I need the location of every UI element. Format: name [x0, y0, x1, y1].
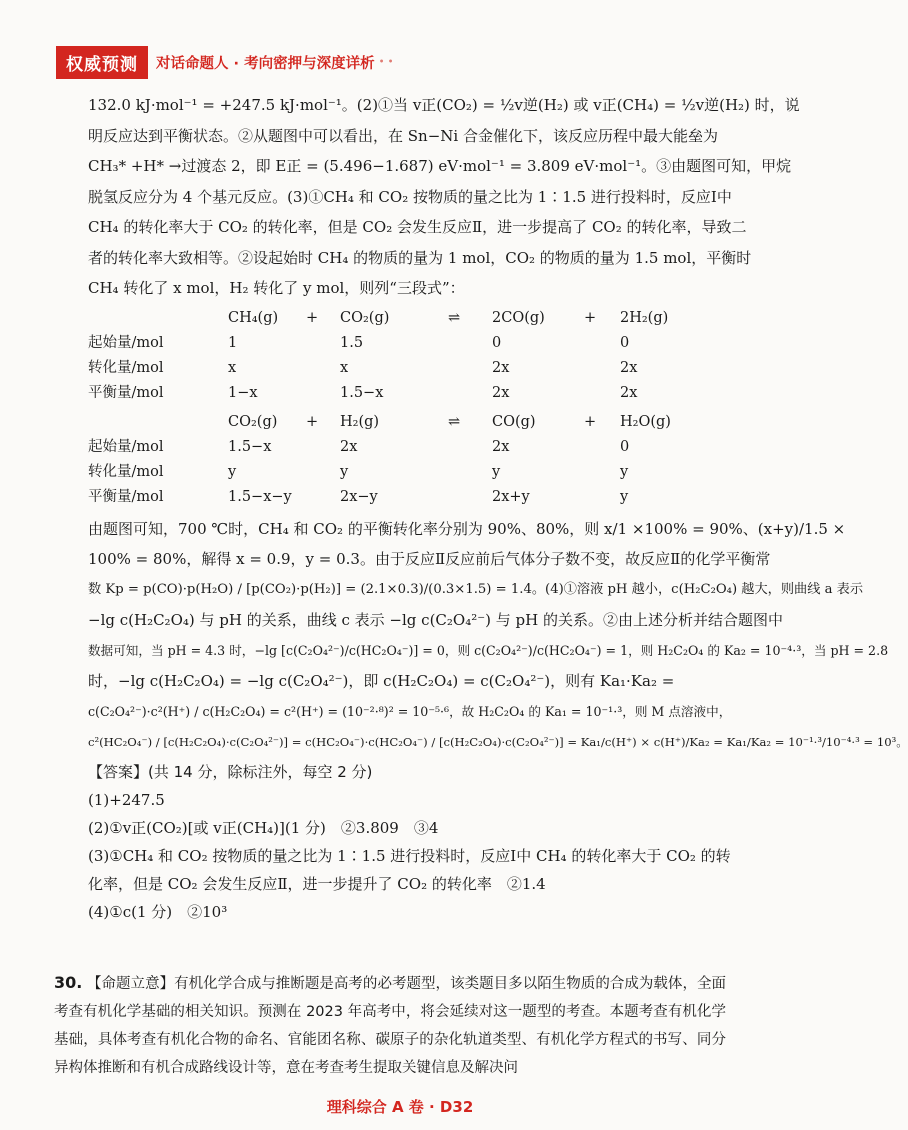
- table-cell: 1.5: [340, 334, 364, 351]
- table-cell: 1.5−x: [228, 438, 272, 455]
- explanation-line: CH₃* +H* →过渡态 2，即 E正 = (5.496−1.687) eV·mol⁻¹ = 3.809 eV·mol⁻¹。③由题图可知，甲烷: [88, 157, 792, 175]
- page-footer: 理科综合 A 卷 · D32: [326, 1098, 474, 1116]
- equation-term: +: [306, 309, 319, 326]
- question-number: 30.: [54, 973, 83, 992]
- table-cell: y: [620, 488, 629, 505]
- table-row: [88, 331, 724, 356]
- header-badge: 权威预测: [56, 46, 148, 79]
- equation-term: 2CO(g): [492, 309, 545, 326]
- answer-item: (4)①c(1 分) ②10³: [88, 902, 228, 921]
- header-decoration: • •: [378, 57, 394, 68]
- table-cell: 1: [228, 334, 238, 351]
- explanation-line: −lg c(H₂C₂O₄) 与 pH 的关系，曲线 c 表示 −lg c(C₂O₄²⁻) 与 pH 的关系。②由上述分析并结合题图中: [88, 611, 783, 629]
- answer-item: (1)+247.5: [88, 790, 165, 809]
- explanation-line: 数据可知，当 pH = 4.3 时，−lg [c(C₂O₄²⁻)/c(HC₂O₄⁻)] = 0，则 c(C₂O₄²⁻)/c(HC₂O₄⁻) = 1，则 H₂C₂O₄ 的 Ka₂ = 10⁻⁴·³，当 pH = 2.8: [88, 642, 889, 658]
- table-cell: 2x+y: [492, 488, 530, 505]
- table-cell: 2x: [620, 384, 638, 401]
- equation-term: CO₂(g): [340, 309, 390, 326]
- answer-item: (3)①CH₄ 和 CO₂ 按物质的量之比为 1∶1.5 进行投料时，反应Ⅰ中 CH₄ 的转化率大于 CO₂ 的转: [88, 846, 731, 865]
- explanation-line: c²(HC₂O₄⁻) / [c(H₂C₂O₄)·c(C₂O₄²⁻)] = c(HC₂O₄⁻)·c(HC₂O₄⁻) / [c(H₂C₂O₄)·c(C₂O₄²⁻)] = Ka₁/c(H⁺) × c(H⁺)/Ka₂ = Ka₁/Ka₂ = 10⁻¹·³/10⁻⁴·³ = 10³。: [88, 735, 908, 749]
- three-stage-table-2: [88, 410, 724, 510]
- explanation-line: 132.0 kJ·mol⁻¹ = +247.5 kJ·mol⁻¹。(2)①当 v正(CO₂) = ½v逆(H₂) 或 v正(CH₄) = ½v逆(H₂) 时，说: [88, 96, 800, 114]
- table-cell: 2x: [492, 438, 510, 455]
- explanation-body: [88, 90, 908, 926]
- question-30: [54, 969, 726, 1082]
- explanation-line: 者的转化率大致相等。②设起始时 CH₄ 的物质的量为 1 mol，CO₂ 的物质的量为 1.5 mol，平衡时: [88, 248, 752, 267]
- row-label: 转化量/mol: [88, 463, 164, 480]
- equation-row: [88, 306, 724, 331]
- table-row: [88, 485, 724, 510]
- table-cell: 0: [492, 334, 502, 351]
- row-label: 平衡量/mol: [88, 384, 164, 401]
- answer-item: (2)①v正(CO₂)[或 v正(CH₄)](1 分) ②3.809 ③4: [88, 818, 439, 837]
- table-cell: 2x: [620, 359, 638, 376]
- table-cell: x: [340, 359, 349, 376]
- answer-title: 【答案】(共 14 分，除标注外，每空 2 分): [88, 762, 373, 781]
- explanation-line: CH₄ 转化了 x mol，H₂ 转化了 y mol，则列“三段式”：: [88, 279, 465, 297]
- equation-term: +: [584, 309, 597, 326]
- equation-term: CH₄(g): [228, 309, 279, 326]
- row-label: 转化量/mol: [88, 359, 164, 376]
- table-cell: 0: [620, 438, 630, 455]
- header-subtitle: 对话命题人 · 考向密押与深度详析: [156, 56, 375, 72]
- equation-term: +: [584, 413, 597, 430]
- equation-arrow: ⇌: [448, 413, 461, 430]
- question-30-text: 【命题立意】有机化学合成与推断题是高考的必考题型，该类题目多以陌生物质的合成为载体，全面考查有机化学基础的相关知识。预测在 2023 年高考中，将会延续对这一题型的考查。本题考查有机化学基础，具体考查有机化合物的命名、官能团名称、碳原子的杂化轨道类型、有机化学方程式的书写、同分异构体推断和有机合成路线设计等，意在考查考生提取关键信息及解决问: [54, 976, 727, 1076]
- row-label: 平衡量/mol: [88, 488, 164, 505]
- table-cell: 2x: [492, 384, 510, 401]
- explanation-line: 脱氢反应分为 4 个基元反应。(3)①CH₄ 和 CO₂ 按物质的量之比为 1∶1.5 进行投料时，反应Ⅰ中: [88, 187, 732, 206]
- answer-item: 化率，但是 CO₂ 会发生反应Ⅱ，进一步提升了 CO₂ 的转化率 ②1.4: [88, 874, 546, 893]
- explanation-line: 由题图可知，700 ℃时，CH₄ 和 CO₂ 的平衡转化率分别为 90%、80%，则 x/1 ×100% = 90%、(x+y)/1.5 ×: [88, 519, 846, 538]
- table-cell: 0: [620, 334, 630, 351]
- explanation-line: 明反应达到平衡状态。②从题图中可以看出，在 Sn−Ni 合金催化下，该反应历程中最大能垒为: [88, 126, 718, 145]
- row-label: 起始量/mol: [88, 438, 164, 455]
- table-cell: y: [620, 463, 629, 480]
- equation-term: +: [306, 413, 319, 430]
- explanation-line: c(C₂O₄²⁻)·c²(H⁺) / c(H₂C₂O₄) = c²(H⁺) = (10⁻²·⁸)² = 10⁻⁵·⁶，故 H₂C₂O₄ 的 Ka₁ = 10⁻¹·³，则 M 点溶液中，: [88, 703, 732, 719]
- equation-row: [88, 410, 724, 435]
- table-cell: y: [228, 463, 237, 480]
- three-stage-table-1: [88, 306, 724, 406]
- table-cell: 1−x: [228, 384, 258, 401]
- header: [56, 46, 394, 79]
- table-cell: 1.5−x: [340, 384, 384, 401]
- equation-arrow: ⇌: [448, 309, 461, 326]
- table-row: [88, 381, 724, 406]
- explanation-line: CH₄ 的转化率大于 CO₂ 的转化率，但是 CO₂ 会发生反应Ⅱ，进一步提高了 CO₂ 的转化率，导致二: [88, 218, 747, 236]
- equation-term: CO₂(g): [228, 413, 278, 430]
- table-cell: 2x: [492, 359, 510, 376]
- table-cell: y: [340, 463, 349, 480]
- explanation-line: 时，−lg c(H₂C₂O₄) = −lg c(C₂O₄²⁻)，即 c(H₂C₂O₄) = c(C₂O₄²⁻)，则有 Ka₁·Ka₂ =: [88, 672, 675, 690]
- answer-section: [88, 758, 731, 926]
- table-cell: y: [492, 463, 501, 480]
- equation-term: CO(g): [492, 413, 536, 430]
- equation-term: H₂(g): [340, 413, 380, 430]
- table-cell: 2x−y: [340, 488, 378, 505]
- table-row: [88, 356, 724, 381]
- equation-term: H₂O(g): [620, 413, 671, 430]
- row-label: 起始量/mol: [88, 334, 164, 351]
- explanation-line: 数 Kp = p(CO)·p(H₂O) / [p(CO₂)·p(H₂)] = (2.1×0.3)/(0.3×1.5) = 1.4。(4)①溶液 pH 越小，c(H₂C₂O₄) 越大，则曲线 a 表示: [88, 581, 864, 597]
- table-cell: x: [228, 359, 237, 376]
- table-row: [88, 460, 724, 485]
- explanation-line: 100% = 80%，解得 x = 0.9，y = 0.3。由于反应Ⅱ反应前后气体分子数不变，故反应Ⅱ的化学平衡常: [88, 550, 771, 568]
- table-cell: 1.5−x−y: [228, 488, 292, 505]
- table-cell: 2x: [340, 438, 358, 455]
- table-row: [88, 435, 724, 460]
- equation-term: 2H₂(g): [620, 309, 669, 326]
